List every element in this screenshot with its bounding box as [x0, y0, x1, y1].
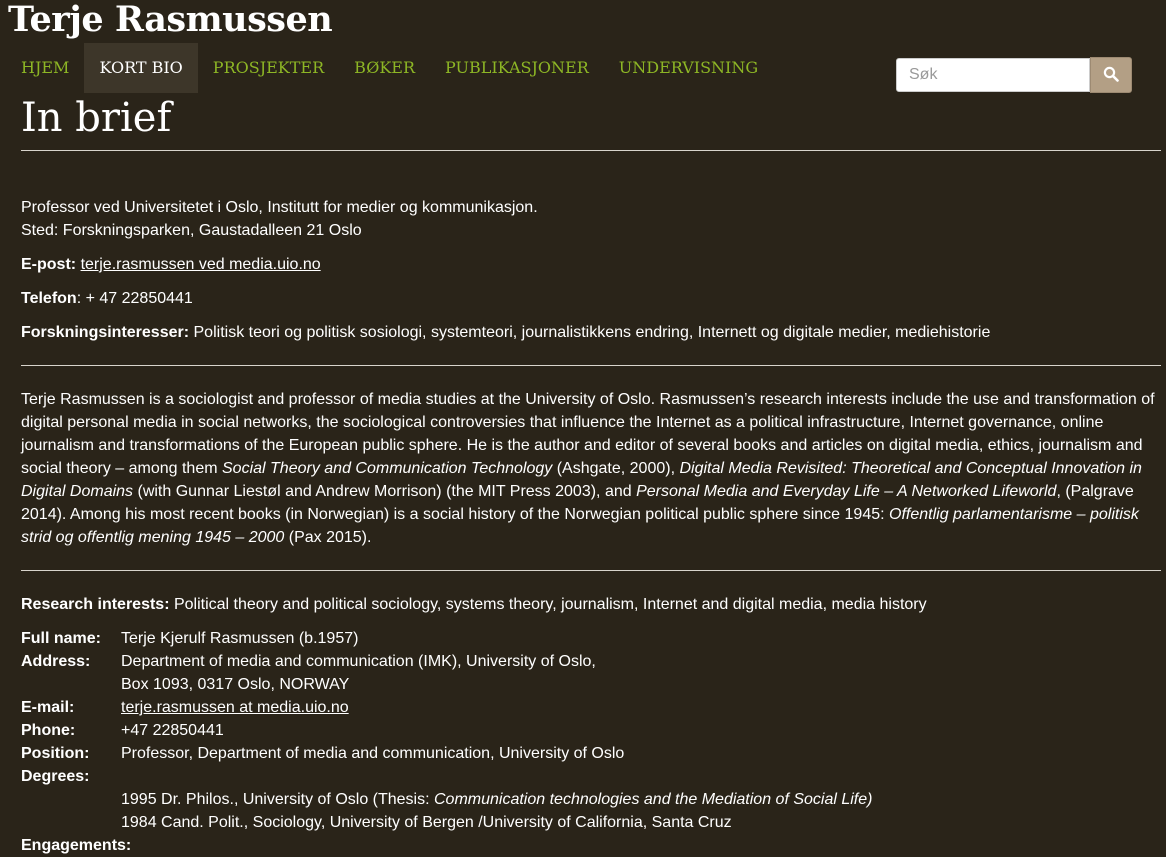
research-interests-label: Research interests:	[21, 596, 170, 613]
search-input[interactable]	[896, 58, 1090, 92]
bio-paragraph	[21, 388, 1161, 549]
section-divider-2	[21, 570, 1161, 571]
research-interests-row	[21, 593, 1161, 616]
email-link[interactable]: terje.rasmussen at media.uio.no	[121, 699, 349, 716]
nav-item-hjem[interactable]: HJEM	[21, 58, 70, 77]
email-label: E-mail:	[21, 699, 75, 716]
nav-item-publikasjoner[interactable]: PUBLIKASJONER	[445, 58, 589, 77]
degree-1	[121, 788, 872, 811]
book-title: Digital Media Revisited: Theoretical and Conceptual Innovation in Digital Domains	[21, 460, 1142, 500]
location-text: Sted: Forskningsparken, Gaustadalleen 21 Oslo	[21, 222, 362, 239]
phone-row-no	[21, 287, 1161, 310]
fullname-label: Full name:	[21, 630, 102, 647]
book-title: Offentlig parlamentarisme – politisk strid og offentlig mening 1945 – 2000	[21, 506, 1139, 546]
bio-text: (with Gunnar Liestøl and Andrew Morrison) (the MIT Press 2003), and	[133, 483, 637, 500]
search-button[interactable]	[1090, 57, 1132, 93]
interests-value-no: Politisk teori og politisk sosiologi, systemteori, journalistikkens endring, Internett og digitale medier, mediehistorie	[189, 324, 991, 341]
detail-row-phone	[21, 719, 1121, 742]
degree-1-thesis: Communication technologies and the Mediation of Social Life)	[434, 791, 873, 808]
nav-item-undervisning[interactable]: UNDERVISNING	[618, 58, 759, 77]
phone-label: Phone:	[21, 722, 76, 739]
phone-label-no: Telefon	[21, 290, 77, 307]
research-interests-value: Political theory and political sociology, systems theory, journalism, Internet and digital media, media history	[169, 596, 927, 613]
position-label: Position:	[21, 745, 90, 762]
bio-text: , (Palgrave 2014). Among his most recent books (in Norwegian) is a social history of the Norwegian political public sphere since 1945:	[21, 483, 1134, 523]
address-line-2: Box 1093, 0317 Oslo, NORWAY	[121, 676, 350, 693]
engagements-label: Engagements:	[21, 837, 132, 854]
email-label-no: E-post:	[21, 256, 77, 273]
nav-item-boker[interactable]: BØKER	[354, 58, 415, 77]
detail-row-degree-1	[21, 788, 1121, 811]
book-title: Social Theory and Communication Technology	[222, 460, 553, 477]
nav-item-prosjekter[interactable]: PROSJEKTER	[212, 58, 325, 77]
interests-label-no: Forskningsinteresser:	[21, 324, 190, 341]
bio-text: (Pax 2015).	[284, 529, 372, 546]
email-link-no[interactable]: terje.rasmussen ved media.uio.no	[80, 256, 321, 273]
address-label: Address:	[21, 653, 91, 670]
detail-row-position	[21, 742, 1121, 765]
search-form	[896, 58, 1132, 93]
site-title[interactable]: Terje Rasmussen	[8, 0, 333, 40]
degrees-label: Degrees:	[21, 768, 90, 785]
title-divider	[21, 150, 1161, 151]
email-row-no	[21, 253, 1161, 276]
interests-row-no	[21, 321, 1161, 344]
affiliation-text: Professor ved Universitetet i Oslo, Institutt for medier og kommunikasjon.	[21, 199, 538, 216]
detail-row-engagements	[21, 834, 1121, 857]
detail-row-fullname	[21, 627, 1121, 650]
degree-1-text: 1995 Dr. Philos., University of Oslo (Thesis:	[121, 791, 434, 808]
contact-norwegian	[21, 196, 1161, 242]
page-title: In brief	[21, 95, 172, 141]
detail-row-degree-2	[21, 811, 1121, 834]
detail-row-address-2	[21, 673, 1121, 696]
main-nav	[6, 43, 773, 93]
bio-text: (Ashgate, 2000),	[552, 460, 680, 477]
detail-row-degrees	[21, 765, 1121, 788]
fullname-value: Terje Kjerulf Rasmussen (b.1957)	[121, 630, 359, 647]
phone-value-no: : + 47 22850441	[76, 290, 193, 307]
detail-row-address	[21, 650, 1121, 673]
book-title: Personal Media and Everyday Life – A Networked Lifeworld	[636, 483, 1057, 500]
nav-item-kort-bio[interactable]: KORT BIO	[84, 43, 197, 93]
phone-value: +47 22850441	[121, 722, 224, 739]
search-icon	[1103, 66, 1119, 85]
address-line-1: Department of media and communication (IMK), University of Oslo,	[121, 653, 596, 670]
degree-2: 1984 Cand. Polit., Sociology, University of Bergen /University of California, Santa Cruz	[121, 814, 732, 831]
position-value: Professor, Department of media and communication, University of Oslo	[121, 745, 625, 762]
section-divider-1	[21, 365, 1161, 366]
bio-text: Terje Rasmussen is a sociologist and professor of media studies at the University of Oslo. Rasmussen’s research interests include the use and transformation of digital personal media in social networks, the sociological controversies that influence the Internet as a political infrastructure, Internet governance, online journalism and transformations of the European public sphere. He is the author and editor of several books and articles on digital media, ethics, journalism and social theory – among them	[21, 391, 1155, 477]
detail-row-email	[21, 696, 1121, 719]
